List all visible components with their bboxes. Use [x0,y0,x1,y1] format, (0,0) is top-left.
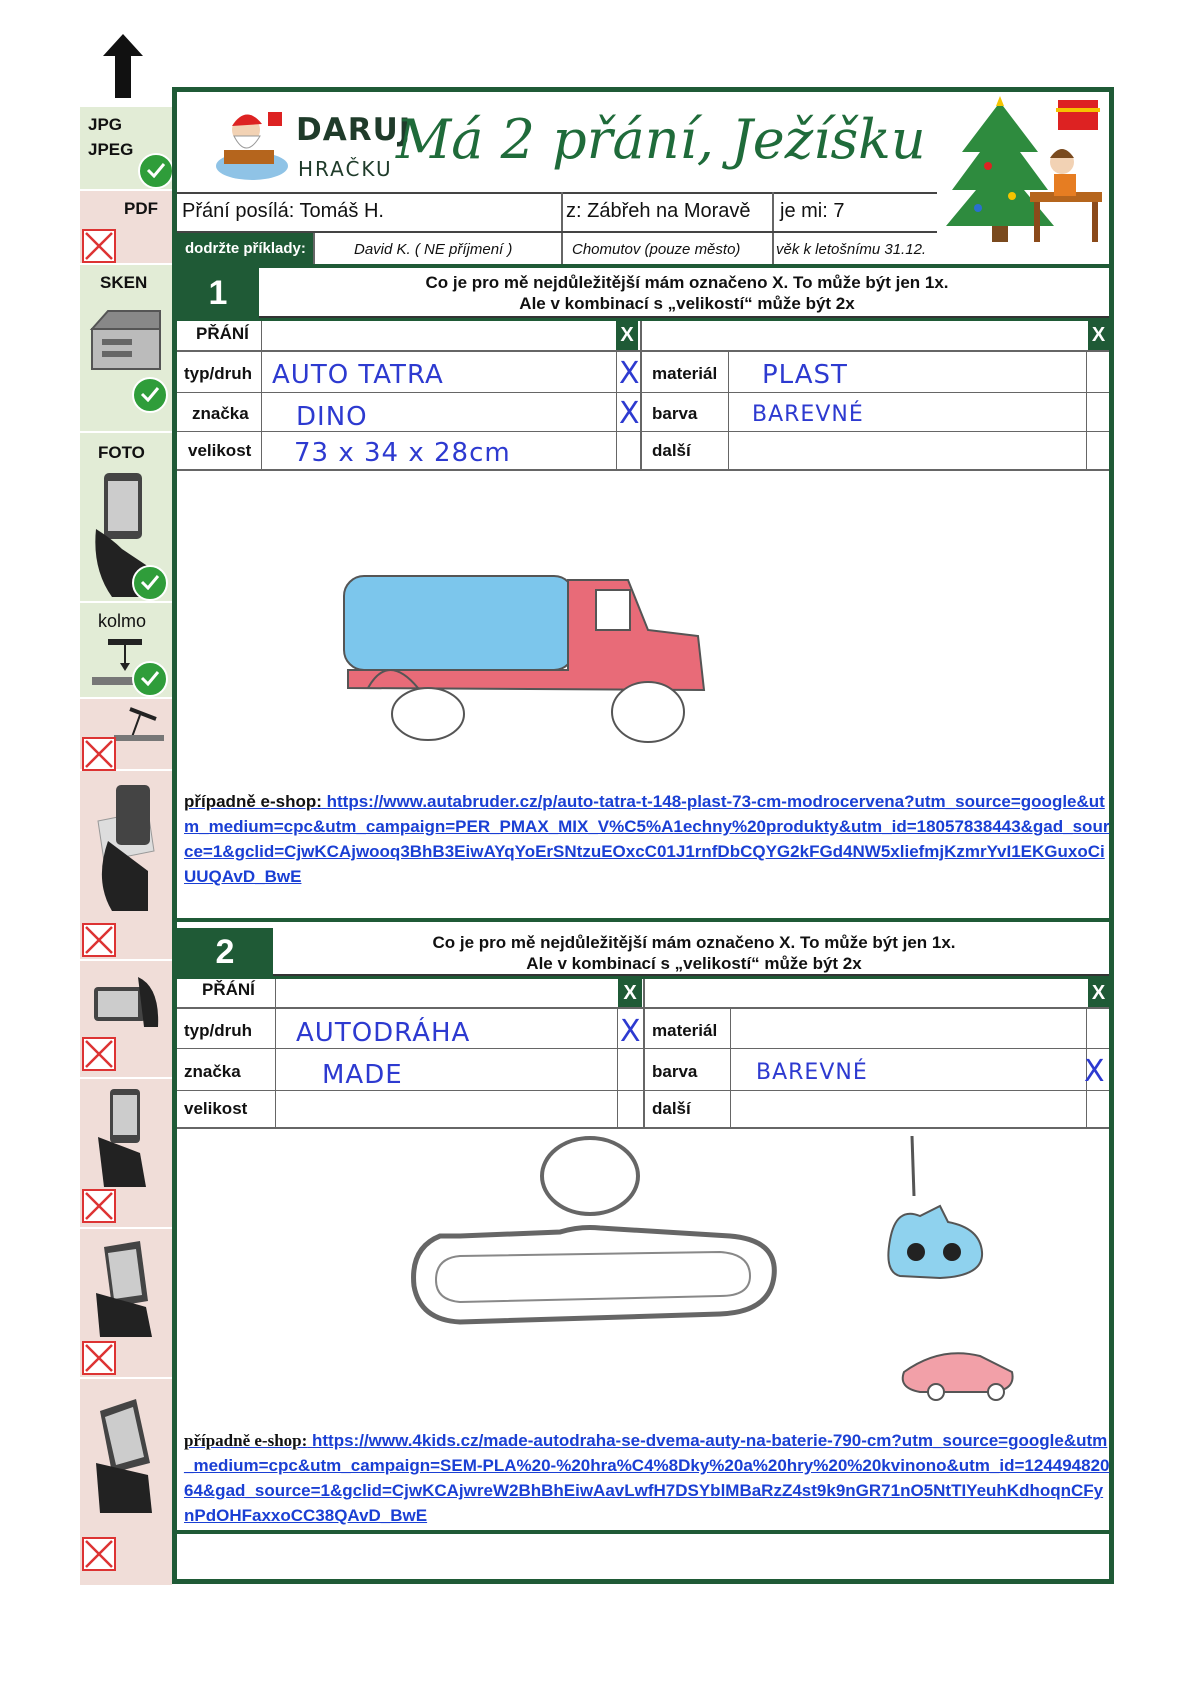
from-value: Zábřeh na Moravě [587,200,751,222]
up-arrow-icon [103,34,143,98]
wish-1-eshop-label: případně e-shop: [184,792,322,811]
wish-2-other-label: další [652,1099,691,1118]
wish-2-type-value: AUTODRÁHA [296,1018,471,1048]
wish-1-x-header-right: X [1088,321,1109,350]
wish-1-material-label: materiál [652,364,718,383]
sidebar-pdf-box [80,191,172,265]
age-row [780,200,844,223]
example-age: věk k letošnímu 31.12. [776,241,927,258]
wish-1-color-value: BAREVNÉ [752,402,864,427]
wish-2-note-line1: Co je pro mě nejdůležitější mám označeno X. To může být jen 1x. [432,933,956,952]
hand-phone-icon [90,1087,162,1187]
santa-logo-icon [214,104,290,182]
race-track-drawing [400,1136,1060,1406]
landscape-phone-icon [88,967,164,1037]
cross-icon [82,923,116,957]
cross-icon [82,1037,116,1071]
rotated-phone-icon [90,1237,162,1337]
sidebar-photo-label: FOTO [98,443,145,462]
sidebar-scan-label: SKEN [100,273,148,292]
sidebar-perpendicular-label: kolmo [98,611,147,631]
wish-2-eshop-link[interactable]: https://www.4kids.cz/made-autodraha-se-dvema-auty-na-baterie-790-cm?utm_source=google&utm_medium=cpc&utm_campaign=SEM-PLA%20-%20hra%C4%8Dky%20a%20hry%20%20kvinono&utm_id=12449482064&gad_source=1&gclid=CjwKCAjwreW2BhBhEiwAavLwfH7DSYblMBaRzZ4st9k9nGR71nO5NtTIYeuhKdhoqnCFynPdOHFaxxoCC38QAvD_BwE [184,1431,1110,1525]
wish-2-note-line2: Ale v kombinací s „velikostí“ může být 2x [526,954,862,973]
christmas-tree-icon [938,96,1106,246]
truck-drawing [328,560,708,756]
from-row [566,200,751,223]
cross-icon [82,229,116,263]
page-title: Má 2 přání, Ježíšku [396,108,926,171]
wish-1-type-value: AUTO TATRA [272,360,444,390]
wish-1-other-label: další [652,441,691,460]
wish-1-number: 1 [177,268,259,318]
sender-value: Tomáš H. [299,200,384,222]
wish-2-prani-label: PŘÁNÍ [202,980,255,999]
wish-1-note-line1: Co je pro mě nejdůležitější mám označeno X. To může být jen 1x. [425,273,949,292]
example-city: Chomutov (pouze město) [572,241,741,258]
sidebar-bad-example-3 [80,1079,172,1229]
wish-1-prani-label: PŘÁNÍ [196,324,249,343]
cross-icon [82,1189,116,1223]
sidebar-perpendicular-box [80,603,172,699]
wish-2-number: 2 [177,928,273,977]
sidebar-jpeg-label: JPEG [88,140,134,159]
wish-1-type-x: X [619,356,640,391]
wish-2-material-label: materiál [652,1021,718,1040]
scanner-icon [88,305,164,375]
tilted-phone-icon [88,781,164,911]
age-value: 7 [833,200,845,222]
from-label: z: [566,200,582,222]
example-name: David K. ( NE příjmení ) [354,241,513,258]
sidebar-bad-example-4 [80,1229,172,1379]
wish-1-eshop [184,789,1110,889]
sidebar-angled-box [80,699,172,771]
wish-2-eshop [184,1428,1110,1528]
wish-1-note [262,272,1112,314]
wish-2-brand-value: MADE [322,1060,403,1090]
cross-icon [82,1341,116,1375]
age-label: je mi: [780,200,828,222]
wish-2-type-label: typ/druh [184,1021,252,1040]
check-icon [132,565,168,601]
wish-1-brand-x: X [619,396,640,431]
wish-2-type-x: X [620,1014,641,1049]
wish-2-color-label: barva [652,1062,698,1081]
wish-1-brand-label: značka [192,404,249,423]
check-icon [132,661,168,697]
wish-2-x-header-left: X [618,979,642,1007]
sidebar-bad-example-1 [80,771,172,961]
wish-1-brand-value: DINO [296,402,368,432]
sidebar-scan-box [80,265,172,433]
wish-1-eshop-link[interactable]: https://www.autabruder.cz/p/auto-tatra-t-148-plast-73-cm-modrocervena?utm_source=google&utm_medium=cpc&utm_campaign=PER_PMAX_MIX_V%C5%A1echny%20produkty&utm_id=18057838443&gad_source=1&gclid=CjwKCAjwooq3BhB3EiwAYqYoErSNtzuEOxcC01J1rnfDbCQYG2kFGd4NW5xliefmjKzmrYvI1EKGuxoCiUUQAvD_BwE [184,792,1110,886]
wish-1-size-label: velikost [188,441,252,460]
logo-top-text: DARUJ [296,112,412,148]
sender-row [182,200,384,223]
cross-icon [82,737,116,771]
wish-2-size-label: velikost [184,1099,248,1118]
skewed-phone-icon [90,1393,162,1513]
wish-2-brand-label: značka [184,1062,241,1081]
wish-2-color-x: X [1084,1054,1105,1089]
sender-label: Přání posílá: [182,200,295,222]
wish-2-eshop-label: případně e-shop: [184,1431,308,1450]
sidebar-jpg-box [80,107,172,191]
wish-2-color-value: BAREVNÉ [756,1060,868,1085]
cross-icon [82,1537,116,1571]
wish-1-note-line2: Ale v kombinací s „velikostí“ může být 2x [519,294,855,313]
logo-bottom-text: HRAČKU [298,157,393,181]
sidebar-photo-box [80,433,172,603]
wish-1-x-header-left: X [616,321,638,350]
check-icon [132,377,168,413]
example-label: dodržte příklady: [177,233,313,264]
check-icon [138,153,174,189]
sidebar-bad-example-5 [80,1379,172,1585]
format-sidebar [80,107,172,1585]
wish-1-material-value: PLAST [762,360,848,390]
wish-1-type-label: typ/druh [184,364,252,383]
sidebar-bad-example-2 [80,961,172,1079]
wish-1-color-label: barva [652,404,698,423]
sidebar-jpg-label: JPG [88,115,123,134]
angled-camera-icon [110,705,166,745]
wish-2-note [276,932,1112,974]
wish-1-size-value: 73 x 34 x 28cm [294,438,511,468]
sidebar-pdf-label: PDF [124,199,158,218]
wish-2-x-header-right: X [1088,979,1109,1007]
